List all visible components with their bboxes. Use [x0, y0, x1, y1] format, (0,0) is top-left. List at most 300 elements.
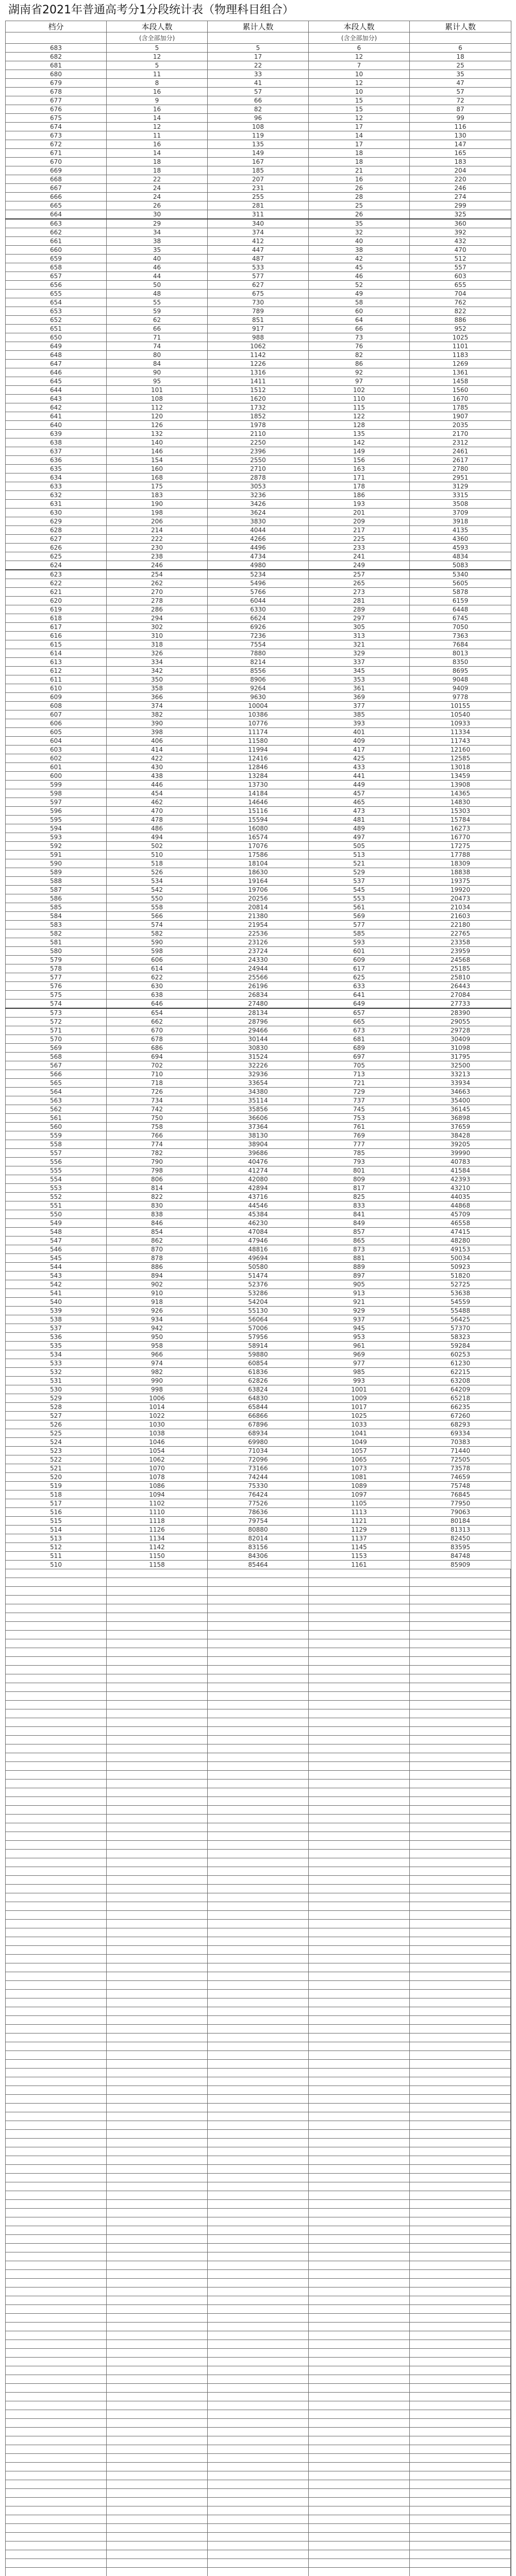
- table-cell: 270: [107, 588, 208, 597]
- table-cell: 36898: [410, 1114, 511, 1123]
- table-cell: 68293: [410, 1420, 511, 1429]
- table-cell: 37364: [208, 1123, 309, 1131]
- table-cell: 678: [107, 1035, 208, 1044]
- table-cell: 655: [410, 281, 511, 290]
- table-row: [6, 1298, 511, 1307]
- table-row: [6, 675, 511, 684]
- table-cell: 3830: [208, 517, 309, 526]
- table-row: [6, 1008, 511, 1018]
- table-row: [6, 1096, 511, 1105]
- table-cell: 645: [6, 377, 107, 386]
- table-cell: 1046: [107, 1438, 208, 1447]
- table-cell: 24568: [410, 956, 511, 964]
- table-cell: 3624: [208, 509, 309, 517]
- table-cell: 631: [6, 500, 107, 509]
- table-cell: 20256: [208, 894, 309, 903]
- table-cell: 3426: [208, 500, 309, 509]
- table-cell: 77526: [208, 1499, 309, 1508]
- table-cell: 313: [309, 632, 410, 640]
- table-row: [6, 667, 511, 675]
- table-cell: 730: [208, 298, 309, 307]
- table-cell: 41584: [410, 1166, 511, 1175]
- table-cell: 95: [107, 377, 208, 386]
- table-row: [6, 1166, 511, 1175]
- table-row: [6, 1385, 511, 1394]
- table-cell: 116: [410, 123, 511, 131]
- table-row: [6, 1429, 511, 1438]
- table-cell: 2250: [208, 438, 309, 447]
- table-cell: 886: [410, 316, 511, 325]
- table-cell: 57: [410, 88, 511, 96]
- table-cell: 115: [309, 403, 410, 412]
- table-cell: 613: [6, 658, 107, 667]
- table-cell: 1145: [309, 1543, 410, 1552]
- table-cell: 633: [6, 482, 107, 491]
- table-cell: 574: [107, 921, 208, 929]
- table-row: [6, 482, 511, 491]
- table-row: [6, 728, 511, 737]
- table-cell: 58: [309, 298, 410, 307]
- table-cell: 342: [107, 667, 208, 675]
- table-cell: 28: [309, 193, 410, 201]
- table-row: [6, 833, 511, 842]
- table-cell: 241: [309, 552, 410, 561]
- table-cell: 657: [6, 272, 107, 281]
- table-cell: 470: [410, 246, 511, 255]
- table-row: [6, 79, 511, 88]
- table-cell: 90: [107, 368, 208, 377]
- table-cell: 633: [309, 982, 410, 991]
- table-cell: 52: [309, 281, 410, 290]
- table-cell: 8556: [208, 667, 309, 675]
- table-cell: 526: [107, 868, 208, 877]
- table-cell: 11743: [410, 737, 511, 745]
- table-cell: 36606: [208, 1114, 309, 1123]
- table-cell: 246: [107, 561, 208, 570]
- table-cell: 610: [6, 684, 107, 693]
- table-row: [6, 193, 511, 201]
- table-cell: 632: [6, 491, 107, 500]
- table-cell: 660: [6, 246, 107, 255]
- table-cell: 1226: [208, 360, 309, 368]
- table-cell: 33654: [208, 1079, 309, 1088]
- table-cell: 66: [309, 325, 410, 333]
- table-cell: 535: [6, 1342, 107, 1350]
- table-row: [6, 114, 511, 123]
- table-cell: 641: [309, 991, 410, 999]
- table-cell: 16: [107, 140, 208, 149]
- table-cell: 990: [107, 1377, 208, 1385]
- table-cell: 42: [309, 255, 410, 263]
- table-cell: 1001: [309, 1385, 410, 1394]
- table-cell: 522: [6, 1455, 107, 1464]
- table-cell: 710: [107, 1070, 208, 1079]
- table-cell: 7684: [410, 640, 511, 649]
- table-row: [6, 96, 511, 105]
- table-cell: 39990: [410, 1149, 511, 1158]
- table-cell: 20814: [208, 903, 309, 912]
- table-cell: 591: [6, 851, 107, 859]
- table-row: [6, 1245, 511, 1254]
- table-cell: 60253: [410, 1350, 511, 1359]
- table-cell: 1006: [107, 1394, 208, 1403]
- table-cell: 417: [309, 745, 410, 754]
- table-cell: 1142: [208, 351, 309, 360]
- table-cell: 154: [107, 456, 208, 465]
- table-row: [6, 290, 511, 298]
- table-cell: 5: [107, 44, 208, 53]
- table-cell: 654: [107, 1008, 208, 1018]
- col-header-score: 档分: [6, 21, 107, 32]
- table-row: [6, 999, 511, 1009]
- table-cell: 22765: [410, 929, 511, 938]
- table-cell: 785: [309, 1149, 410, 1158]
- table-cell: 14184: [208, 789, 309, 798]
- table-cell: 589: [6, 868, 107, 877]
- table-cell: 622: [107, 973, 208, 982]
- table-cell: 15303: [410, 807, 511, 816]
- table-cell: 326: [107, 649, 208, 658]
- table-row: [6, 570, 511, 579]
- table-cell: 83595: [410, 1543, 511, 1552]
- table-row: [6, 561, 511, 570]
- table-cell: 220: [410, 175, 511, 184]
- table-cell: 557: [6, 1149, 107, 1158]
- table-cell: 518: [107, 859, 208, 868]
- table-row: [6, 982, 511, 991]
- table-cell: 583: [6, 921, 107, 929]
- table-cell: 2170: [410, 430, 511, 438]
- table-cell: 21380: [208, 912, 309, 921]
- table-cell: 84748: [410, 1552, 511, 1561]
- table-cell: 5: [107, 61, 208, 70]
- table-cell: 8214: [208, 658, 309, 667]
- table-cell: 46: [107, 263, 208, 272]
- table-cell: 913: [309, 1289, 410, 1298]
- table-row: [6, 1263, 511, 1272]
- table-cell: 584: [6, 912, 107, 921]
- table-cell: 40476: [208, 1158, 309, 1166]
- table-cell: 449: [309, 781, 410, 789]
- table-row: [6, 1289, 511, 1298]
- table-cell: 658: [6, 263, 107, 272]
- table-cell: 1137: [309, 1534, 410, 1543]
- table-cell: 18: [107, 158, 208, 166]
- table-cell: 682: [6, 53, 107, 61]
- table-row: [6, 70, 511, 79]
- table-cell: 571: [6, 1026, 107, 1035]
- table-cell: 48816: [208, 1245, 309, 1254]
- table-cell: 566: [107, 912, 208, 921]
- table-cell: 18: [309, 149, 410, 158]
- table-cell: 670: [6, 158, 107, 166]
- table-cell: 721: [309, 1079, 410, 1088]
- table-cell: 2617: [410, 456, 511, 465]
- table-cell: 69980: [208, 1438, 309, 1447]
- table-row: [6, 1175, 511, 1184]
- table-cell: 643: [6, 395, 107, 403]
- table-cell: 1102: [107, 1499, 208, 1508]
- table-cell: 1089: [309, 1482, 410, 1490]
- table-cell: 49: [309, 290, 410, 298]
- table-cell: 18309: [410, 859, 511, 868]
- table-cell: 656: [6, 281, 107, 290]
- table-cell: 481: [309, 816, 410, 824]
- table-row: [6, 1114, 511, 1123]
- table-cell: 1978: [208, 421, 309, 430]
- table-cell: 878: [107, 1254, 208, 1263]
- table-row: [6, 1420, 511, 1429]
- table-cell: 55488: [410, 1307, 511, 1315]
- table-cell: 22: [107, 175, 208, 184]
- table-cell: 72505: [410, 1455, 511, 1464]
- table-cell: 672: [6, 140, 107, 149]
- table-wrap: [5, 21, 511, 1569]
- table-cell: 28134: [208, 1008, 309, 1018]
- table-cell: 694: [107, 1053, 208, 1061]
- table-cell: 29466: [208, 1026, 309, 1035]
- table-cell: 24944: [208, 964, 309, 973]
- col-header-cumulative-bonus: 累计人数: [410, 21, 511, 32]
- table-cell: 73166: [208, 1464, 309, 1473]
- table-cell: 5: [208, 44, 309, 53]
- table-cell: 3129: [410, 482, 511, 491]
- table-cell: 619: [6, 605, 107, 614]
- table-cell: 762: [410, 298, 511, 307]
- table-cell: 577: [309, 921, 410, 929]
- table-cell: 634: [6, 473, 107, 482]
- subheader-count: (含全部加分): [107, 32, 208, 44]
- table-continuation: [5, 1569, 511, 2576]
- table-cell: 39205: [410, 1140, 511, 1149]
- table-cell: 533: [6, 1359, 107, 1368]
- table-cell: 16273: [410, 824, 511, 833]
- table-cell: 16770: [410, 833, 511, 842]
- table-cell: 649: [6, 342, 107, 351]
- table-cell: 55130: [208, 1307, 309, 1315]
- table-cell: 556: [6, 1158, 107, 1166]
- table-cell: 52725: [410, 1280, 511, 1289]
- table-cell: 1078: [107, 1473, 208, 1482]
- table-cell: 8013: [410, 649, 511, 658]
- table-cell: 726: [107, 1088, 208, 1096]
- table-cell: 54559: [410, 1298, 511, 1307]
- table-cell: 45384: [208, 1210, 309, 1219]
- table-cell: 11: [107, 131, 208, 140]
- table-cell: 55: [107, 298, 208, 307]
- table-cell: 541: [6, 1289, 107, 1298]
- table-cell: 542: [107, 886, 208, 894]
- table-cell: 555: [6, 1166, 107, 1175]
- table-cell: 27480: [208, 999, 309, 1009]
- table-row: [6, 1377, 511, 1385]
- table-cell: 60854: [208, 1359, 309, 1368]
- table-cell: 718: [107, 1079, 208, 1088]
- table-cell: 58323: [410, 1333, 511, 1342]
- table-row: [6, 1552, 511, 1561]
- table-cell: 12: [107, 53, 208, 61]
- table-row: [6, 859, 511, 868]
- table-cell: 551: [6, 1201, 107, 1210]
- table-cell: 369: [309, 693, 410, 702]
- table-cell: 945: [309, 1324, 410, 1333]
- table-cell: 982: [107, 1368, 208, 1377]
- table-cell: 1017: [309, 1403, 410, 1412]
- table-cell: 140: [107, 438, 208, 447]
- table-cell: 71034: [208, 1447, 309, 1455]
- table-cell: 601: [6, 763, 107, 772]
- table-cell: 66235: [410, 1403, 511, 1412]
- table-cell: 9264: [208, 684, 309, 693]
- table-cell: 606: [107, 956, 208, 964]
- table-row: [6, 517, 511, 526]
- table-cell: 568: [6, 1053, 107, 1061]
- table-cell: 1121: [309, 1517, 410, 1526]
- table-cell: 15: [309, 105, 410, 114]
- table-cell: 9630: [208, 693, 309, 702]
- table-cell: 18630: [208, 868, 309, 877]
- table-row: [6, 1324, 511, 1333]
- table-row: [6, 1403, 511, 1412]
- table-cell: 578: [6, 964, 107, 973]
- table-cell: 4266: [208, 535, 309, 544]
- table-cell: 374: [107, 702, 208, 710]
- table-cell: 611: [6, 675, 107, 684]
- table-cell: 382: [107, 710, 208, 719]
- table-cell: 120: [107, 412, 208, 421]
- table-cell: 249: [309, 561, 410, 570]
- table-cell: 766: [107, 1131, 208, 1140]
- table-cell: 96: [208, 114, 309, 123]
- table-cell: 193: [309, 500, 410, 509]
- table-cell: 49153: [410, 1245, 511, 1254]
- table-row: [6, 921, 511, 929]
- table-cell: 39686: [208, 1149, 309, 1158]
- table-cell: 11334: [410, 728, 511, 737]
- table-row: [6, 640, 511, 649]
- table-cell: 149: [208, 149, 309, 158]
- table-cell: 697: [309, 1053, 410, 1061]
- table-cell: 1269: [410, 360, 511, 368]
- table-row: [6, 105, 511, 114]
- table-cell: 130: [410, 131, 511, 140]
- table-cell: 1049: [309, 1438, 410, 1447]
- table-cell: 929: [309, 1307, 410, 1315]
- table-cell: 311: [208, 210, 309, 219]
- table-cell: 1161: [309, 1561, 410, 1569]
- table-cell: 68934: [208, 1429, 309, 1438]
- table-cell: 61836: [208, 1368, 309, 1377]
- table-cell: 15784: [410, 816, 511, 824]
- table-cell: 526: [6, 1420, 107, 1429]
- table-cell: 2710: [208, 465, 309, 473]
- table-cell: 1025: [410, 333, 511, 342]
- table-cell: 857: [309, 1228, 410, 1236]
- table-row: [6, 719, 511, 728]
- table-cell: 565: [6, 1079, 107, 1088]
- table-cell: 675: [6, 114, 107, 123]
- table-cell: 511: [6, 1552, 107, 1561]
- table-cell: 10155: [410, 702, 511, 710]
- table-row: [6, 1044, 511, 1053]
- table-cell: 294: [107, 614, 208, 623]
- table-cell: 321: [309, 640, 410, 649]
- table-row: [6, 816, 511, 824]
- table-row: [6, 807, 511, 816]
- table-cell: 7554: [208, 640, 309, 649]
- table-row: [6, 1272, 511, 1280]
- col-header-count: 本段人数: [107, 21, 208, 32]
- table-row: [6, 1079, 511, 1088]
- table-cell: 273: [309, 588, 410, 597]
- table-cell: 142: [309, 438, 410, 447]
- table-cell: 529: [6, 1394, 107, 1403]
- table-cell: 653: [6, 307, 107, 316]
- table-cell: 614: [6, 649, 107, 658]
- table-cell: 414: [107, 745, 208, 754]
- table-cell: 2878: [208, 473, 309, 482]
- table-cell: 13459: [410, 772, 511, 781]
- table-cell: 299: [410, 201, 511, 210]
- table-cell: 33213: [410, 1070, 511, 1079]
- table-row: [6, 1490, 511, 1499]
- table-cell: 409: [309, 737, 410, 745]
- table-cell: 46230: [208, 1219, 309, 1228]
- table-cell: 713: [309, 1070, 410, 1079]
- table-row: [6, 745, 511, 754]
- table-cell: 686: [107, 1044, 208, 1053]
- table-cell: 530: [6, 1385, 107, 1394]
- table-cell: 204: [410, 166, 511, 175]
- table-cell: 544: [6, 1263, 107, 1272]
- table-cell: 99: [410, 114, 511, 123]
- table-row: [6, 1280, 511, 1289]
- table-row: [6, 1315, 511, 1324]
- table-row: [6, 175, 511, 184]
- table-row: [6, 421, 511, 430]
- table-cell: 1411: [208, 377, 309, 386]
- table-row: [6, 772, 511, 781]
- table-cell: 679: [6, 79, 107, 88]
- table-cell: 665: [309, 1018, 410, 1026]
- table-cell: 167: [208, 158, 309, 166]
- table-row: [6, 1149, 511, 1158]
- table-cell: 625: [309, 973, 410, 982]
- table-row: [6, 947, 511, 956]
- table-cell: 1785: [410, 403, 511, 412]
- table-cell: 14: [107, 149, 208, 158]
- table-cell: 1118: [107, 1517, 208, 1526]
- table-cell: 668: [6, 175, 107, 184]
- table-cell: 337: [309, 658, 410, 667]
- table-cell: 44035: [410, 1193, 511, 1201]
- table-row: [6, 1053, 511, 1061]
- table-cell: 47415: [410, 1228, 511, 1236]
- table-cell: 42080: [208, 1175, 309, 1184]
- table-cell: 729: [309, 1088, 410, 1096]
- table-cell: 950: [107, 1333, 208, 1342]
- table-cell: 82: [208, 105, 309, 114]
- table-cell: 63208: [410, 1377, 511, 1385]
- table-cell: 617: [6, 623, 107, 632]
- table-row: [6, 1534, 511, 1543]
- table-cell: 3236: [208, 491, 309, 500]
- table-row: [6, 272, 511, 281]
- table-cell: 14365: [410, 789, 511, 798]
- table-cell: 425: [309, 754, 410, 763]
- table-cell: 25: [309, 201, 410, 210]
- table-cell: 28796: [208, 1018, 309, 1026]
